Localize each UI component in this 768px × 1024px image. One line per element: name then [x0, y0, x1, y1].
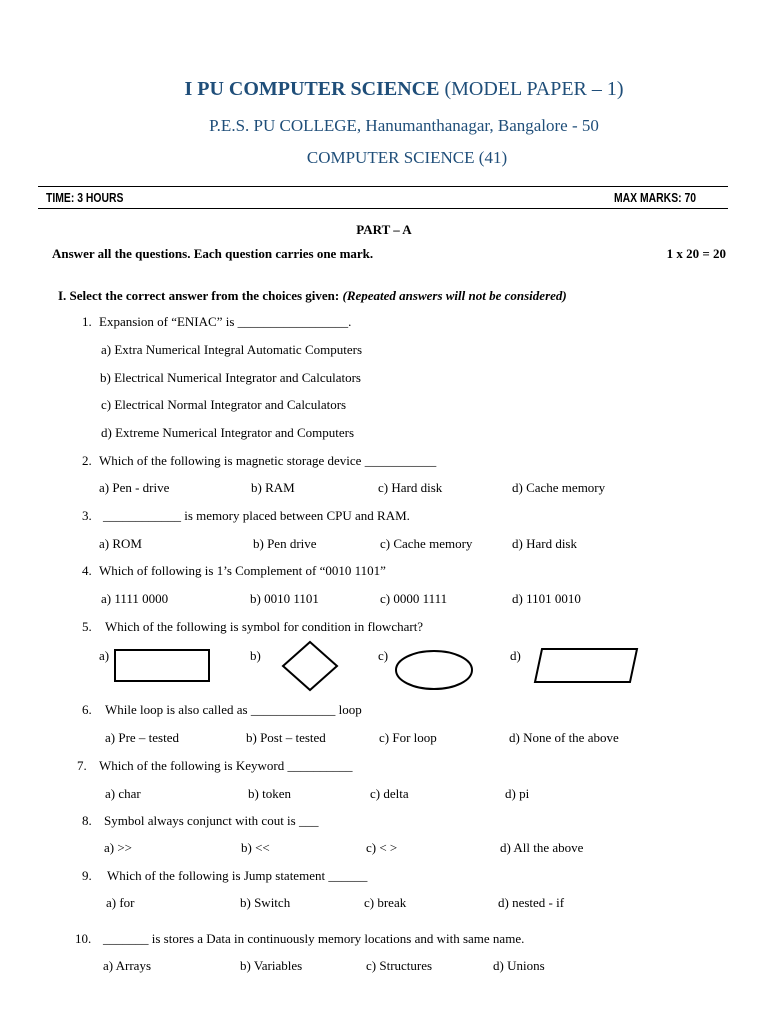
diamond-shape	[280, 640, 340, 694]
option: c) < >	[366, 840, 398, 855]
title-rest: (MODEL PAPER – 1)	[439, 78, 624, 100]
option: a) ROM	[99, 536, 142, 551]
option: d) Extreme Numerical Integrator and Computers	[101, 425, 355, 440]
question-text: _______ is stores a Data in continuously memory locations and with same name.	[103, 931, 525, 946]
option: d) nested - if	[498, 895, 565, 910]
top-rule	[38, 186, 728, 187]
option: d) 1101 0010	[512, 591, 581, 606]
option: c) Structures	[366, 958, 433, 973]
oval-shape	[394, 649, 476, 691]
marks-formula: 1 x 20 = 20	[666, 246, 726, 261]
option: b)	[250, 648, 261, 663]
subject-name: COMPUTER SCIENCE (41)	[306, 148, 508, 167]
option: a) for	[106, 895, 135, 910]
question-text: Expansion of “ENIAC” is _________________.	[99, 314, 352, 329]
question-text: ____________ is memory placed between CPU and RAM.	[103, 508, 410, 523]
option: a)	[99, 648, 110, 663]
question-number: 5.	[82, 619, 92, 634]
option: a) Pre – tested	[105, 730, 180, 745]
question-number: 9.	[82, 868, 92, 883]
option: c) Cache memory	[380, 536, 473, 551]
time-label: TIME: 3 HOURS	[46, 190, 124, 205]
question-text: While loop is also called as _____________ loop	[105, 702, 362, 717]
option: c) Electrical Normal Integrator and Calculators	[101, 397, 347, 412]
section-note: (Repeated answers will not be considered)	[342, 288, 567, 303]
option: c) For loop	[379, 730, 437, 745]
option: d) None of the above	[509, 730, 619, 745]
part-heading: PART – A	[356, 222, 412, 237]
option: a) >>	[104, 840, 133, 855]
option: c) break	[364, 895, 407, 910]
option: d) Unions	[493, 958, 545, 973]
college-name: P.E.S. PU COLLEGE, Hanumanthanagar, Bangalore - 50	[209, 116, 599, 135]
question-number: 1.	[82, 314, 92, 329]
option: a) Pen - drive	[99, 480, 170, 495]
option: b) RAM	[251, 480, 295, 495]
question-number: 8.	[82, 813, 92, 828]
option: b) Pen drive	[253, 536, 317, 551]
paper-title	[0, 78, 768, 101]
option: b) Electrical Numerical Integrator and Calculators	[100, 370, 361, 385]
option: d) pi	[505, 786, 530, 801]
bottom-rule	[38, 208, 728, 209]
question-text: Which of following is 1’s Complement of “0010 1101”	[99, 563, 386, 578]
question-number: 6.	[82, 702, 92, 717]
option: c) delta	[370, 786, 409, 801]
option: d) All the above	[500, 840, 584, 855]
title-bold: I PU COMPUTER SCIENCE	[184, 78, 440, 100]
option: a) 1111 0000	[101, 591, 169, 606]
option: b) Post – tested	[246, 730, 326, 745]
question-text: Symbol always conjunct with cout is ___	[104, 813, 319, 828]
section-heading	[58, 288, 567, 304]
question-number: 4.	[82, 563, 92, 578]
max-marks-label: MAX MARKS: 70	[614, 190, 697, 205]
option: b) Switch	[240, 895, 291, 910]
question-number: 10.	[75, 931, 92, 946]
question-text: Which of the following is symbol for condition in flowchart?	[105, 619, 424, 634]
option: b) Variables	[240, 958, 303, 973]
option: b) token	[248, 786, 291, 801]
parallelogram-shape	[532, 647, 642, 685]
question-text: Which of the following is Jump statement ______	[107, 868, 368, 883]
option: a) Arrays	[103, 958, 152, 973]
option: c) 0000 1111	[380, 591, 448, 606]
rectangle-shape	[112, 646, 212, 686]
option: d)	[510, 648, 521, 663]
question-text: Which of the following is magnetic storage device ___________	[99, 453, 437, 468]
option: c) Hard disk	[378, 480, 443, 495]
option: d) Cache memory	[512, 480, 606, 495]
option: b) <<	[241, 840, 270, 855]
question-number: 2.	[82, 453, 92, 468]
section-label: I. Select the correct answer from the choices given:	[58, 288, 343, 303]
question-text: Which of the following is Keyword __________	[99, 758, 353, 773]
instruction-text: Answer all the questions. Each question carries one mark.	[52, 246, 374, 261]
option: a) char	[105, 786, 141, 801]
option: b) 0010 1101	[250, 591, 319, 606]
option: c)	[378, 648, 389, 663]
question-number: 3.	[82, 508, 92, 523]
option: a) Extra Numerical Integral Automatic Computers	[101, 342, 362, 357]
option: d) Hard disk	[512, 536, 577, 551]
question-number: 7.	[77, 758, 87, 773]
